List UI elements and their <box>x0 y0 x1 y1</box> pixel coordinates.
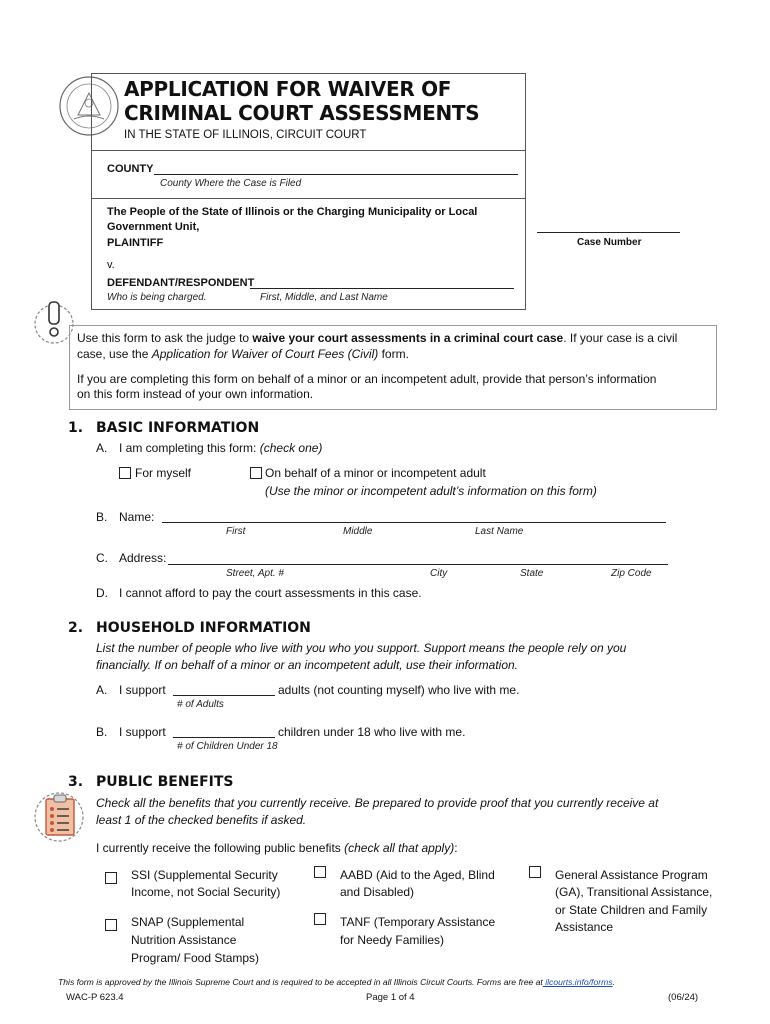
ga-label-line1: General Assistance Program <box>555 868 708 882</box>
ssi-checkbox[interactable] <box>105 872 117 884</box>
tanf-label-line2: for Needy Families) <box>340 933 445 947</box>
divider <box>91 150 526 151</box>
address-field[interactable] <box>168 564 668 565</box>
item-2a-letter: A. <box>96 683 108 697</box>
address-city-caption: City <box>430 568 448 579</box>
address-label: Address: <box>119 551 167 565</box>
section-3-heading: PUBLIC BENEFITS <box>96 774 234 790</box>
defendant-name-field[interactable] <box>250 288 514 289</box>
case-number-label: Case Number <box>577 237 642 248</box>
on-behalf-checkbox[interactable] <box>250 467 262 479</box>
name-first-caption: First <box>226 526 246 537</box>
for-myself-checkbox[interactable] <box>119 467 131 479</box>
defendant-caption-left: Who is being charged. <box>107 292 207 303</box>
support-adults-post: adults (not counting myself) who live with me. <box>278 683 520 697</box>
snap-label-line2: Nutrition Assistance <box>131 933 237 947</box>
defendant-label: DEFENDANT/RESPONDENT <box>107 277 255 289</box>
aabd-label-line1: AABD (Aid to the Aged, Blind <box>340 868 495 882</box>
snap-checkbox[interactable] <box>105 919 117 931</box>
address-street-caption: Street, Apt. # <box>226 568 284 579</box>
address-state-caption: State <box>520 568 544 579</box>
form-title-line1: APPLICATION FOR WAIVER OF <box>124 77 452 101</box>
form-subtitle: IN THE STATE OF ILLINOIS, CIRCUIT COURT <box>124 129 367 141</box>
on-behalf-note: (Use the minor or incompetent adult’s information on this form) <box>265 484 597 498</box>
adults-count-field[interactable] <box>173 695 275 696</box>
plaintiff-label: PLAINTIFF <box>107 237 164 249</box>
plaintiff-text-line1: The People of the State of Illinois or the Charging Municipality or Local <box>107 206 478 218</box>
section-1-heading: BASIC INFORMATION <box>96 420 260 436</box>
cannot-afford-statement: I cannot afford to pay the court assessments in this case. <box>119 586 422 600</box>
ssi-label-line1: SSI (Supplemental Security <box>131 868 278 882</box>
name-last-caption: Last Name <box>475 526 524 537</box>
item-d-letter: D. <box>96 586 108 600</box>
page-number: Page 1 of 4 <box>366 992 415 1003</box>
plaintiff-text-line2: Government Unit, <box>107 221 200 233</box>
section-2-heading: HOUSEHOLD INFORMATION <box>96 620 311 636</box>
ga-checkbox[interactable] <box>529 866 541 878</box>
case-number-field[interactable] <box>537 232 680 233</box>
defendant-caption-right: First, Middle, and Last Name <box>260 292 388 303</box>
name-label: Name: <box>119 510 155 524</box>
benefits-lead: I currently receive the following public benefits (check all that apply): <box>96 841 458 855</box>
form-version: (06/24) <box>668 992 699 1003</box>
ilcourts-link[interactable]: ilcourts.info/forms <box>542 977 613 987</box>
ssi-label-line2: Income, not Social Security) <box>131 885 281 899</box>
intro-paragraph-line2: case, use the Application for Waiver of Court Fees (Civil) form. <box>77 347 409 361</box>
adults-caption: # of Adults <box>177 699 224 710</box>
tanf-checkbox[interactable] <box>314 913 326 925</box>
form-title-line2: CRIMINAL COURT ASSESSMENTS <box>124 101 480 125</box>
name-middle-caption: Middle <box>343 526 373 537</box>
children-caption: # of Children Under 18 <box>177 741 278 752</box>
checklist-icon <box>32 785 86 845</box>
aabd-checkbox[interactable] <box>314 866 326 878</box>
aabd-label-line2: and Disabled) <box>340 885 415 899</box>
support-children-pre: I support <box>119 725 166 739</box>
divider <box>91 198 526 199</box>
tanf-label-line1: TANF (Temporary Assistance <box>340 915 496 929</box>
section-2-number: 2. <box>68 620 84 636</box>
item-b-letter: B. <box>96 510 108 524</box>
footer-note: This form is approved by the Illinois Supreme Court and is required to be accepted in all Illinois Circuit Courts. Forms are free at ilcourts.info/forms. <box>58 977 615 987</box>
ga-label-line4: Assistance <box>555 920 614 934</box>
intro-note-line1: If you are completing this form on behalf of a minor or an incompetent adult, provide that person’s information <box>77 372 657 386</box>
snap-label-line1: SNAP (Supplemental <box>131 915 245 929</box>
household-desc-line2: financially. If on behalf of a minor or an incompetent adult, use their information. <box>96 658 519 672</box>
support-children-post: children under 18 who live with me. <box>278 725 466 739</box>
form-id: WAC-P 623.4 <box>66 992 124 1003</box>
county-caption: County Where the Case is Filed <box>160 178 302 189</box>
for-myself-label: For myself <box>135 466 192 480</box>
ga-label-line2: (GA), Transitional Assistance, <box>555 885 713 899</box>
versus: v. <box>107 259 115 271</box>
completing-for-prompt: I am completing this form: (check one) <box>119 441 323 455</box>
household-desc-line1: List the number of people who live with you who you support. Support means the people rely on you <box>96 641 627 655</box>
county-label: COUNTY <box>107 163 154 175</box>
name-field[interactable] <box>162 522 666 523</box>
ga-label-line3: or State Children and Family <box>555 903 708 917</box>
on-behalf-label: On behalf of a minor or incompetent adult <box>265 466 486 480</box>
item-c-letter: C. <box>96 551 108 565</box>
benefits-desc-line1: Check all the benefits that you currently receive. Be prepared to provide proof that you currently receive at <box>96 796 659 810</box>
snap-label-line3: Program/ Food Stamps) <box>131 951 260 965</box>
children-count-field[interactable] <box>173 737 275 738</box>
section-1-number: 1. <box>68 420 84 436</box>
item-a-letter: A. <box>96 441 108 455</box>
support-adults-pre: I support <box>119 683 166 697</box>
item-2b-letter: B. <box>96 725 108 739</box>
address-zip-caption: Zip Code <box>611 568 652 579</box>
benefits-desc-line2: least 1 of the checked benefits if asked. <box>96 813 307 827</box>
intro-note-line2: on this form instead of your own information. <box>77 387 314 401</box>
county-field[interactable] <box>154 174 518 175</box>
section-3-number: 3. <box>68 774 84 790</box>
intro-paragraph-line1: Use this form to ask the judge to waive your court assessments in a criminal court case. If your case is a civil <box>77 331 678 345</box>
